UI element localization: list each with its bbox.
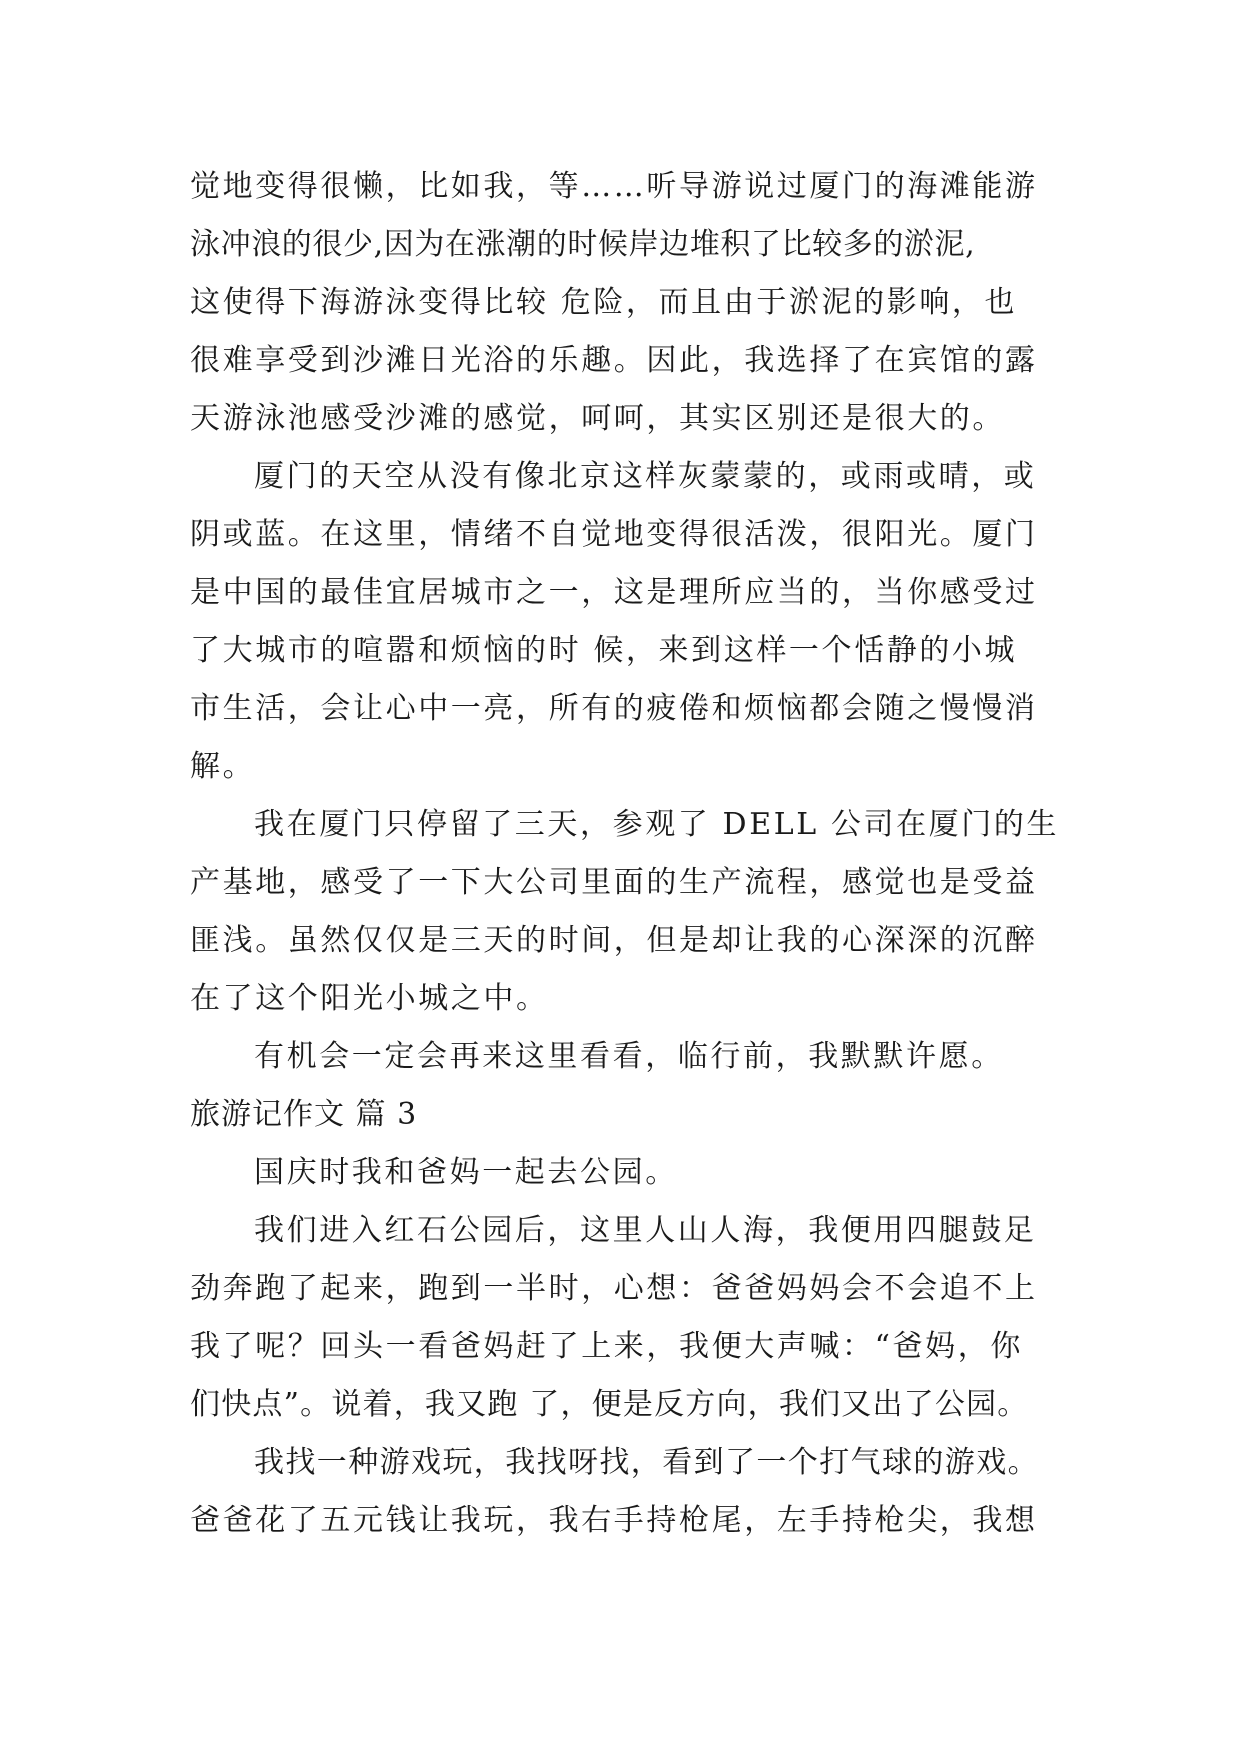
text-line: 们快点”。说着，我又跑 了，便是反方向，我们又出了公园。 <box>190 1387 1029 1422</box>
paragraph-first-line: 国庆时我和爸妈一起去公园。 <box>254 1155 678 1190</box>
text-line: 我了呢？回头一看爸妈赶了上来，我便大声喊：“爸妈，你 <box>190 1329 1023 1364</box>
text-line: 觉地变得很懒，比如我，等……听导游说过厦门的海滩能游 <box>190 169 1038 204</box>
text-line: 解。 <box>190 749 256 784</box>
text-line: 是中国的最佳宜居城市之一，这是理所应当的，当你感受过 <box>190 575 1038 610</box>
text-line: 天游泳池感受沙滩的感觉，呵呵，其实区别还是很大的。 <box>190 401 1005 436</box>
section-heading: 旅游记作文 篇 3 <box>190 1097 418 1132</box>
text-line: 匪浅。虽然仅仅是三天的时间，但是却让我的心深深的沉醉 <box>190 923 1038 958</box>
text-line: 这使得下海游泳变得比较 危险，而且由于淤泥的影响，也 <box>190 285 1018 320</box>
paragraph-first-line: 我们进入红石公园后，这里人山人海，我便用四腿鼓足 <box>254 1213 1037 1248</box>
text-line: 阴或蓝。在这里，情绪不自觉地变得很活泼，很阳光。厦门 <box>190 517 1038 552</box>
document-body <box>190 158 1070 1550</box>
paragraph-first-line: 厦门的天空从没有像北京这样灰蒙蒙的，或雨或晴，或 <box>254 459 1037 494</box>
text-line: 产基地，感受了一下大公司里面的生产流程，感觉也是受益 <box>190 865 1038 900</box>
text-line: 爸爸花了五元钱让我玩，我右手持枪尾，左手持枪尖，我想 <box>190 1503 1038 1538</box>
text-line: 很难享受到沙滩日光浴的乐趣。因此，我选择了在宾馆的露 <box>190 343 1038 378</box>
paragraph-first-line: 有机会一定会再来这里看看，临行前，我默默许愿。 <box>254 1039 1004 1074</box>
text-line: 劲奔跑了起来，跑到一半时，心想：爸爸妈妈会不会追不上 <box>190 1271 1038 1306</box>
text-line: 市生活，会让心中一亮，所有的疲倦和烦恼都会随之慢慢消 <box>190 691 1038 726</box>
paragraph-first-line: 我找一种游戏玩，我找呀找，看到了一个打气球的游戏。 <box>254 1445 1039 1480</box>
text-line: 泳冲浪的很少,因为在涨潮的时候岸边堆积了比较多的淤泥, <box>190 227 976 262</box>
paragraph-first-line: 我在厦门只停留了三天，参观了 DELL 公司在厦门的生 <box>254 807 1060 842</box>
text-line: 在了这个阳光小城之中。 <box>190 981 549 1016</box>
text-line: 了大城市的喧嚣和烦恼的时 候，来到这样一个恬静的小城 <box>190 633 1018 668</box>
